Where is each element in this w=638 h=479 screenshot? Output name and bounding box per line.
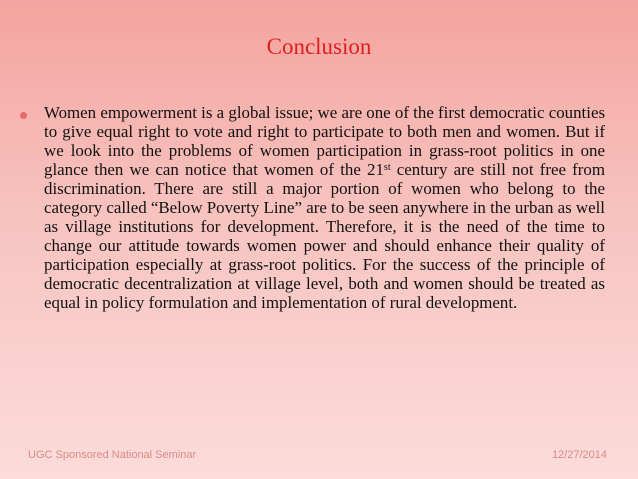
slide-content [20, 103, 612, 313]
body-text-part1: Women empowerment is a global issue; we are one of the first democratic counties to give equal right to vote and right to participate to both men and women. But if we look into the problems of women participation in grass-root politics in one glance then we can notice that women of the 21 [44, 103, 606, 180]
bullet-icon [20, 112, 27, 119]
body-text-part2: century are still not free from discrimination. There are still a major portion of women who belong to the category called “Below Poverty Line” are to be seen anywhere in the urban as well as village institutions for development. Therefore, it is the need of the time to change our attitude towards women power and should enhance their quality of participation especially at grass-root politics. For the success of the principle of democratic decentralization at village level, both and women should be treated as equal in policy formulation and implementation of rural development. [44, 160, 605, 313]
footer-seminar-label: UGC Sponsored National Seminar [28, 449, 197, 461]
bullet-item [20, 103, 612, 313]
ordinal-suffix: st [383, 162, 391, 174]
footer-date: 12/27/2014 [551, 449, 607, 461]
bullet-text [44, 103, 605, 313]
slide-title: Conclusion [266, 34, 372, 59]
